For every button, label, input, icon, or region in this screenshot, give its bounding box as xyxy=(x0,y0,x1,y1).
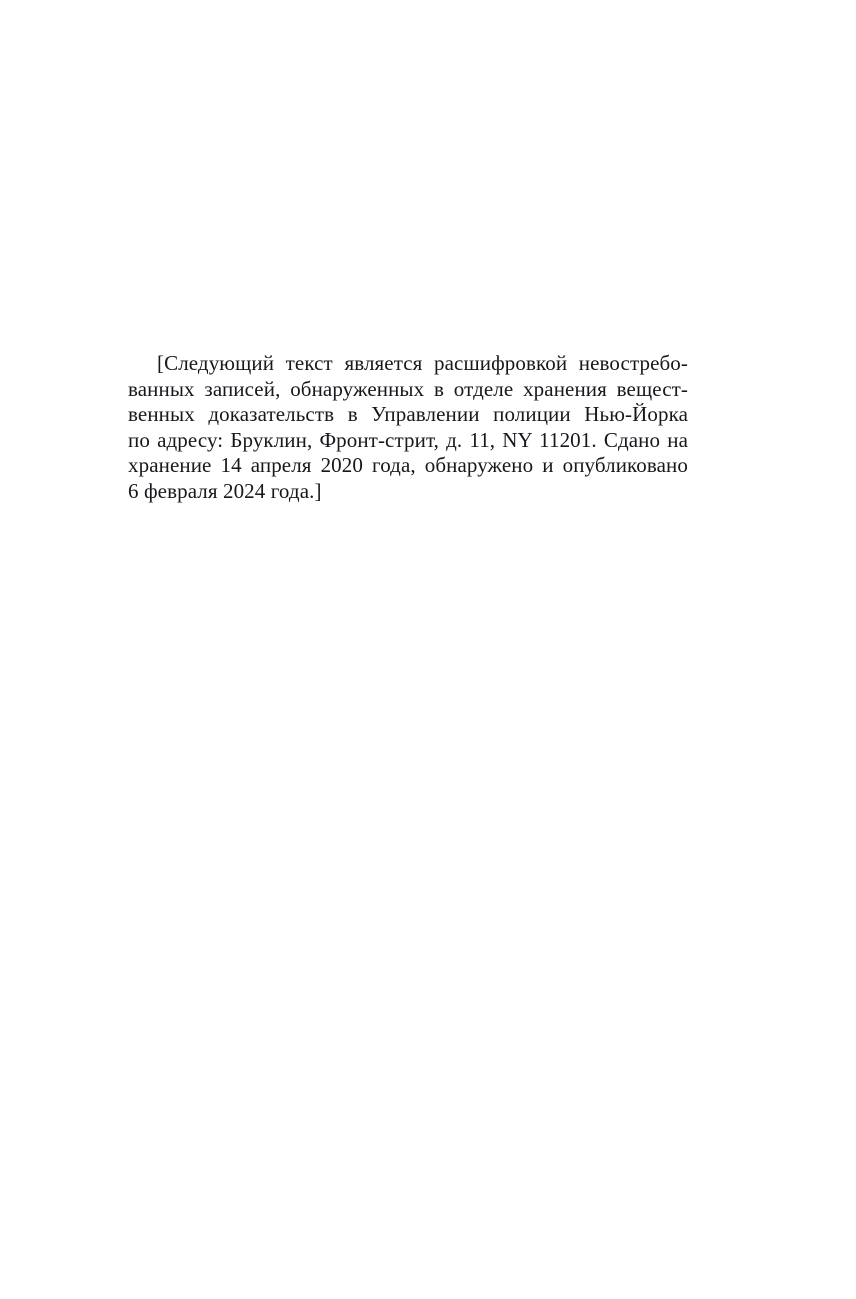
paragraph-line: венных доказательств в Управлении полиции Нью-Йорка xyxy=(128,402,688,427)
transcript-note-paragraph xyxy=(128,351,688,505)
paragraph-line: 6 февраля 2024 года.] xyxy=(128,478,322,503)
paragraph-line: хранение 14 апреля 2020 года, обнаружено и опубликовано xyxy=(128,453,688,478)
paragraph-line: [Следующий текст является расшифровкой невостребо- xyxy=(157,351,688,375)
paragraph-line: по адресу: Бруклин, Фронт-стрит, д. 11, NY 11201. Сдано на xyxy=(128,427,688,452)
paragraph-line: ванных записей, обнаруженных в отделе хранения вещест- xyxy=(128,376,688,401)
